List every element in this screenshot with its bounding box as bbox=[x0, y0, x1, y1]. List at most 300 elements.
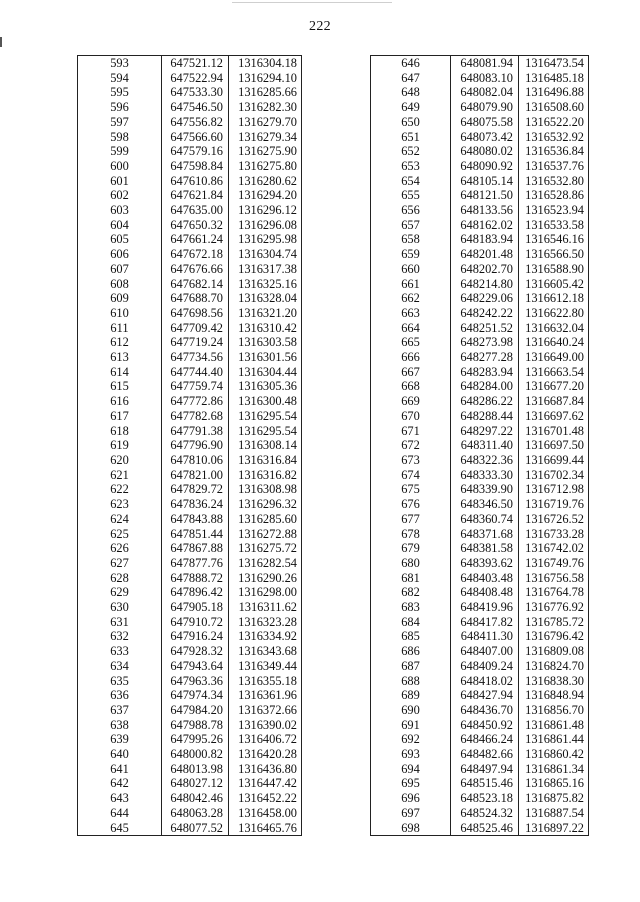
y-coordinate-cell: 1316447.42 bbox=[229, 776, 302, 791]
point-number-cell: 624 bbox=[78, 512, 162, 527]
point-number-cell: 594 bbox=[78, 71, 162, 86]
table-row bbox=[371, 482, 589, 497]
table-row bbox=[78, 159, 302, 174]
table-row bbox=[78, 115, 302, 130]
point-number-cell: 655 bbox=[371, 188, 451, 203]
table-row bbox=[78, 556, 302, 571]
y-coordinate-cell: 1316296.32 bbox=[229, 497, 302, 512]
y-coordinate-cell: 1316887.54 bbox=[519, 806, 589, 821]
point-number-cell: 644 bbox=[78, 806, 162, 821]
x-coordinate-cell: 647928.32 bbox=[162, 644, 229, 659]
table-row bbox=[371, 732, 589, 747]
point-number-cell: 598 bbox=[78, 130, 162, 145]
point-number-cell: 692 bbox=[371, 732, 451, 747]
x-coordinate-cell: 647759.74 bbox=[162, 379, 229, 394]
x-coordinate-cell: 648121.50 bbox=[451, 188, 519, 203]
point-number-cell: 658 bbox=[371, 232, 451, 247]
x-coordinate-cell: 647867.88 bbox=[162, 541, 229, 556]
y-coordinate-cell: 1316733.28 bbox=[519, 527, 589, 542]
y-coordinate-cell: 1316316.82 bbox=[229, 468, 302, 483]
x-coordinate-cell: 647988.78 bbox=[162, 718, 229, 733]
top-edge-rule bbox=[232, 2, 392, 3]
point-number-cell: 693 bbox=[371, 747, 451, 762]
y-coordinate-cell: 1316272.88 bbox=[229, 527, 302, 542]
x-coordinate-cell: 647566.60 bbox=[162, 130, 229, 145]
y-coordinate-cell: 1316897.22 bbox=[519, 821, 589, 836]
y-coordinate-cell: 1316546.16 bbox=[519, 232, 589, 247]
table-row bbox=[371, 644, 589, 659]
table-row bbox=[78, 468, 302, 483]
point-number-cell: 657 bbox=[371, 218, 451, 233]
y-coordinate-cell: 1316848.94 bbox=[519, 688, 589, 703]
point-number-cell: 640 bbox=[78, 747, 162, 762]
x-coordinate-cell: 647974.34 bbox=[162, 688, 229, 703]
x-coordinate-cell: 647734.56 bbox=[162, 350, 229, 365]
x-coordinate-cell: 648077.52 bbox=[162, 821, 229, 836]
point-number-cell: 698 bbox=[371, 821, 451, 836]
point-number-cell: 611 bbox=[78, 321, 162, 336]
table-row bbox=[78, 335, 302, 350]
point-number-cell: 605 bbox=[78, 232, 162, 247]
x-coordinate-cell: 647533.30 bbox=[162, 85, 229, 100]
table-row bbox=[78, 718, 302, 733]
point-number-cell: 688 bbox=[371, 674, 451, 689]
y-coordinate-cell: 1316523.94 bbox=[519, 203, 589, 218]
x-coordinate-cell: 647661.24 bbox=[162, 232, 229, 247]
point-number-cell: 646 bbox=[371, 56, 451, 71]
y-coordinate-cell: 1316824.70 bbox=[519, 659, 589, 674]
y-coordinate-cell: 1316465.76 bbox=[229, 821, 302, 836]
table-row bbox=[78, 703, 302, 718]
y-coordinate-cell: 1316294.20 bbox=[229, 188, 302, 203]
table-row bbox=[371, 56, 589, 71]
point-number-cell: 618 bbox=[78, 424, 162, 439]
point-number-cell: 638 bbox=[78, 718, 162, 733]
x-coordinate-cell: 648466.24 bbox=[451, 732, 519, 747]
point-number-cell: 694 bbox=[371, 762, 451, 777]
point-number-cell: 627 bbox=[78, 556, 162, 571]
y-coordinate-cell: 1316537.76 bbox=[519, 159, 589, 174]
y-coordinate-cell: 1316305.36 bbox=[229, 379, 302, 394]
y-coordinate-cell: 1316304.74 bbox=[229, 247, 302, 262]
y-coordinate-cell: 1316295.54 bbox=[229, 424, 302, 439]
y-coordinate-cell: 1316279.34 bbox=[229, 130, 302, 145]
y-coordinate-cell: 1316663.54 bbox=[519, 365, 589, 380]
y-coordinate-cell: 1316452.22 bbox=[229, 791, 302, 806]
table-row bbox=[371, 379, 589, 394]
x-coordinate-cell: 648450.92 bbox=[451, 718, 519, 733]
x-coordinate-cell: 648297.22 bbox=[451, 424, 519, 439]
y-coordinate-cell: 1316701.48 bbox=[519, 424, 589, 439]
x-coordinate-cell: 647709.42 bbox=[162, 321, 229, 336]
x-coordinate-cell: 647522.94 bbox=[162, 71, 229, 86]
point-number-cell: 596 bbox=[78, 100, 162, 115]
table-row bbox=[78, 247, 302, 262]
table-row bbox=[371, 424, 589, 439]
y-coordinate-cell: 1316726.52 bbox=[519, 512, 589, 527]
x-coordinate-cell: 648288.44 bbox=[451, 409, 519, 424]
point-number-cell: 616 bbox=[78, 394, 162, 409]
x-coordinate-cell: 648436.70 bbox=[451, 703, 519, 718]
y-coordinate-cell: 1316796.42 bbox=[519, 629, 589, 644]
x-coordinate-cell: 647621.84 bbox=[162, 188, 229, 203]
table-row bbox=[78, 350, 302, 365]
y-coordinate-cell: 1316532.92 bbox=[519, 130, 589, 145]
y-coordinate-cell: 1316279.70 bbox=[229, 115, 302, 130]
x-coordinate-cell: 648013.98 bbox=[162, 762, 229, 777]
x-coordinate-cell: 647610.86 bbox=[162, 174, 229, 189]
y-coordinate-cell: 1316343.68 bbox=[229, 644, 302, 659]
table-row bbox=[78, 321, 302, 336]
x-coordinate-cell: 647791.38 bbox=[162, 424, 229, 439]
point-number-cell: 626 bbox=[78, 541, 162, 556]
x-coordinate-cell: 648427.94 bbox=[451, 688, 519, 703]
table-row bbox=[78, 821, 302, 836]
x-coordinate-cell: 648407.00 bbox=[451, 644, 519, 659]
point-number-cell: 604 bbox=[78, 218, 162, 233]
point-number-cell: 668 bbox=[371, 379, 451, 394]
point-number-cell: 696 bbox=[371, 791, 451, 806]
coordinate-table-left bbox=[77, 55, 302, 836]
x-coordinate-cell: 648162.02 bbox=[451, 218, 519, 233]
x-coordinate-cell: 647719.24 bbox=[162, 335, 229, 350]
table-row bbox=[371, 762, 589, 777]
point-number-cell: 661 bbox=[371, 277, 451, 292]
y-coordinate-cell: 1316677.20 bbox=[519, 379, 589, 394]
table-row bbox=[78, 56, 302, 71]
x-coordinate-cell: 647521.12 bbox=[162, 56, 229, 71]
point-number-cell: 685 bbox=[371, 629, 451, 644]
y-coordinate-cell: 1316742.02 bbox=[519, 541, 589, 556]
table-row bbox=[78, 747, 302, 762]
y-coordinate-cell: 1316856.70 bbox=[519, 703, 589, 718]
table-row bbox=[371, 674, 589, 689]
y-coordinate-cell: 1316328.04 bbox=[229, 291, 302, 306]
y-coordinate-cell: 1316390.02 bbox=[229, 718, 302, 733]
point-number-cell: 623 bbox=[78, 497, 162, 512]
table-row bbox=[371, 806, 589, 821]
y-coordinate-cell: 1316632.04 bbox=[519, 321, 589, 336]
table-row bbox=[371, 659, 589, 674]
x-coordinate-cell: 648202.70 bbox=[451, 262, 519, 277]
y-coordinate-cell: 1316355.18 bbox=[229, 674, 302, 689]
table-row bbox=[371, 527, 589, 542]
point-number-cell: 621 bbox=[78, 468, 162, 483]
point-number-cell: 602 bbox=[78, 188, 162, 203]
table-row bbox=[78, 527, 302, 542]
y-coordinate-cell: 1316756.58 bbox=[519, 571, 589, 586]
y-coordinate-cell: 1316334.92 bbox=[229, 629, 302, 644]
y-coordinate-cell: 1316304.18 bbox=[229, 56, 302, 71]
table-row bbox=[371, 821, 589, 836]
y-coordinate-cell: 1316640.24 bbox=[519, 335, 589, 350]
coordinate-table-left-body bbox=[78, 56, 302, 836]
x-coordinate-cell: 647782.68 bbox=[162, 409, 229, 424]
point-number-cell: 695 bbox=[371, 776, 451, 791]
point-number-cell: 617 bbox=[78, 409, 162, 424]
y-coordinate-cell: 1316649.00 bbox=[519, 350, 589, 365]
x-coordinate-cell: 648381.58 bbox=[451, 541, 519, 556]
x-coordinate-cell: 648081.94 bbox=[451, 56, 519, 71]
point-number-cell: 686 bbox=[371, 644, 451, 659]
x-coordinate-cell: 648482.66 bbox=[451, 747, 519, 762]
table-row bbox=[371, 203, 589, 218]
y-coordinate-cell: 1316764.78 bbox=[519, 585, 589, 600]
y-coordinate-cell: 1316749.76 bbox=[519, 556, 589, 571]
table-row bbox=[78, 497, 302, 512]
x-coordinate-cell: 648063.28 bbox=[162, 806, 229, 821]
y-coordinate-cell: 1316406.72 bbox=[229, 732, 302, 747]
table-row bbox=[78, 100, 302, 115]
table-row bbox=[78, 85, 302, 100]
x-coordinate-cell: 648418.02 bbox=[451, 674, 519, 689]
x-coordinate-cell: 647579.16 bbox=[162, 144, 229, 159]
y-coordinate-cell: 1316436.80 bbox=[229, 762, 302, 777]
point-number-cell: 654 bbox=[371, 174, 451, 189]
point-number-cell: 615 bbox=[78, 379, 162, 394]
y-coordinate-cell: 1316697.50 bbox=[519, 438, 589, 453]
x-coordinate-cell: 647843.88 bbox=[162, 512, 229, 527]
x-coordinate-cell: 647676.66 bbox=[162, 262, 229, 277]
y-coordinate-cell: 1316285.66 bbox=[229, 85, 302, 100]
margin-mark bbox=[0, 37, 2, 47]
point-number-cell: 680 bbox=[371, 556, 451, 571]
y-coordinate-cell: 1316275.72 bbox=[229, 541, 302, 556]
point-number-cell: 651 bbox=[371, 130, 451, 145]
x-coordinate-cell: 647888.72 bbox=[162, 571, 229, 586]
y-coordinate-cell: 1316865.16 bbox=[519, 776, 589, 791]
point-number-cell: 669 bbox=[371, 394, 451, 409]
point-number-cell: 690 bbox=[371, 703, 451, 718]
table-row bbox=[78, 732, 302, 747]
table-row bbox=[371, 541, 589, 556]
x-coordinate-cell: 648322.36 bbox=[451, 453, 519, 468]
point-number-cell: 676 bbox=[371, 497, 451, 512]
y-coordinate-cell: 1316522.20 bbox=[519, 115, 589, 130]
x-coordinate-cell: 647829.72 bbox=[162, 482, 229, 497]
table-row bbox=[78, 188, 302, 203]
table-row bbox=[78, 453, 302, 468]
x-coordinate-cell: 647772.86 bbox=[162, 394, 229, 409]
point-number-cell: 682 bbox=[371, 585, 451, 600]
x-coordinate-cell: 648273.98 bbox=[451, 335, 519, 350]
x-coordinate-cell: 648339.90 bbox=[451, 482, 519, 497]
table-row bbox=[371, 100, 589, 115]
table-row bbox=[78, 585, 302, 600]
table-row bbox=[78, 791, 302, 806]
point-number-cell: 641 bbox=[78, 762, 162, 777]
point-number-cell: 607 bbox=[78, 262, 162, 277]
table-row bbox=[371, 556, 589, 571]
table-row bbox=[371, 512, 589, 527]
point-number-cell: 671 bbox=[371, 424, 451, 439]
table-row bbox=[78, 130, 302, 145]
x-coordinate-cell: 648082.04 bbox=[451, 85, 519, 100]
x-coordinate-cell: 647877.76 bbox=[162, 556, 229, 571]
point-number-cell: 666 bbox=[371, 350, 451, 365]
table-row bbox=[78, 438, 302, 453]
x-coordinate-cell: 647910.72 bbox=[162, 615, 229, 630]
table-row bbox=[371, 365, 589, 380]
x-coordinate-cell: 648403.48 bbox=[451, 571, 519, 586]
y-coordinate-cell: 1316420.28 bbox=[229, 747, 302, 762]
y-coordinate-cell: 1316588.90 bbox=[519, 262, 589, 277]
y-coordinate-cell: 1316300.48 bbox=[229, 394, 302, 409]
point-number-cell: 620 bbox=[78, 453, 162, 468]
y-coordinate-cell: 1316275.90 bbox=[229, 144, 302, 159]
y-coordinate-cell: 1316702.34 bbox=[519, 468, 589, 483]
point-number-cell: 642 bbox=[78, 776, 162, 791]
y-coordinate-cell: 1316303.58 bbox=[229, 335, 302, 350]
x-coordinate-cell: 648075.58 bbox=[451, 115, 519, 130]
y-coordinate-cell: 1316687.84 bbox=[519, 394, 589, 409]
point-number-cell: 664 bbox=[371, 321, 451, 336]
point-number-cell: 600 bbox=[78, 159, 162, 174]
point-number-cell: 678 bbox=[371, 527, 451, 542]
table-row bbox=[78, 776, 302, 791]
point-number-cell: 665 bbox=[371, 335, 451, 350]
x-coordinate-cell: 648417.82 bbox=[451, 615, 519, 630]
point-number-cell: 687 bbox=[371, 659, 451, 674]
point-number-cell: 675 bbox=[371, 482, 451, 497]
point-number-cell: 684 bbox=[371, 615, 451, 630]
table-row bbox=[371, 115, 589, 130]
x-coordinate-cell: 648286.22 bbox=[451, 394, 519, 409]
x-coordinate-cell: 647556.82 bbox=[162, 115, 229, 130]
y-coordinate-cell: 1316473.54 bbox=[519, 56, 589, 71]
y-coordinate-cell: 1316536.84 bbox=[519, 144, 589, 159]
x-coordinate-cell: 648000.82 bbox=[162, 747, 229, 762]
table-row bbox=[371, 585, 589, 600]
y-coordinate-cell: 1316809.08 bbox=[519, 644, 589, 659]
y-coordinate-cell: 1316838.30 bbox=[519, 674, 589, 689]
x-coordinate-cell: 647744.40 bbox=[162, 365, 229, 380]
y-coordinate-cell: 1316496.88 bbox=[519, 85, 589, 100]
y-coordinate-cell: 1316282.30 bbox=[229, 100, 302, 115]
x-coordinate-cell: 647851.44 bbox=[162, 527, 229, 542]
point-number-cell: 650 bbox=[371, 115, 451, 130]
x-coordinate-cell: 648419.96 bbox=[451, 600, 519, 615]
x-coordinate-cell: 648183.94 bbox=[451, 232, 519, 247]
table-row bbox=[371, 468, 589, 483]
x-coordinate-cell: 648497.94 bbox=[451, 762, 519, 777]
x-coordinate-cell: 647796.90 bbox=[162, 438, 229, 453]
point-number-cell: 673 bbox=[371, 453, 451, 468]
y-coordinate-cell: 1316860.42 bbox=[519, 747, 589, 762]
y-coordinate-cell: 1316712.98 bbox=[519, 482, 589, 497]
point-number-cell: 663 bbox=[371, 306, 451, 321]
point-number-cell: 677 bbox=[371, 512, 451, 527]
y-coordinate-cell: 1316528.86 bbox=[519, 188, 589, 203]
x-coordinate-cell: 648284.00 bbox=[451, 379, 519, 394]
y-coordinate-cell: 1316622.80 bbox=[519, 306, 589, 321]
y-coordinate-cell: 1316349.44 bbox=[229, 659, 302, 674]
point-number-cell: 635 bbox=[78, 674, 162, 689]
table-row bbox=[78, 71, 302, 86]
x-coordinate-cell: 647698.56 bbox=[162, 306, 229, 321]
y-coordinate-cell: 1316280.62 bbox=[229, 174, 302, 189]
point-number-cell: 632 bbox=[78, 629, 162, 644]
x-coordinate-cell: 647546.50 bbox=[162, 100, 229, 115]
table-row bbox=[371, 600, 589, 615]
x-coordinate-cell: 648242.22 bbox=[451, 306, 519, 321]
y-coordinate-cell: 1316875.82 bbox=[519, 791, 589, 806]
table-row bbox=[371, 688, 589, 703]
table-row bbox=[78, 629, 302, 644]
x-coordinate-cell: 647682.14 bbox=[162, 277, 229, 292]
table-row bbox=[78, 541, 302, 556]
y-coordinate-cell: 1316612.18 bbox=[519, 291, 589, 306]
y-coordinate-cell: 1316458.00 bbox=[229, 806, 302, 821]
point-number-cell: 639 bbox=[78, 732, 162, 747]
point-number-cell: 601 bbox=[78, 174, 162, 189]
x-coordinate-cell: 648027.12 bbox=[162, 776, 229, 791]
point-number-cell: 667 bbox=[371, 365, 451, 380]
point-number-cell: 630 bbox=[78, 600, 162, 615]
x-coordinate-cell: 647635.00 bbox=[162, 203, 229, 218]
table-row bbox=[371, 218, 589, 233]
y-coordinate-cell: 1316290.26 bbox=[229, 571, 302, 586]
table-row bbox=[78, 218, 302, 233]
y-coordinate-cell: 1316861.44 bbox=[519, 732, 589, 747]
x-coordinate-cell: 648411.30 bbox=[451, 629, 519, 644]
y-coordinate-cell: 1316295.54 bbox=[229, 409, 302, 424]
point-number-cell: 691 bbox=[371, 718, 451, 733]
y-coordinate-cell: 1316282.54 bbox=[229, 556, 302, 571]
y-coordinate-cell: 1316719.76 bbox=[519, 497, 589, 512]
y-coordinate-cell: 1316697.62 bbox=[519, 409, 589, 424]
table-row bbox=[78, 144, 302, 159]
point-number-cell: 636 bbox=[78, 688, 162, 703]
y-coordinate-cell: 1316298.00 bbox=[229, 585, 302, 600]
table-row bbox=[78, 174, 302, 189]
table-row bbox=[371, 247, 589, 262]
point-number-cell: 595 bbox=[78, 85, 162, 100]
table-row bbox=[78, 644, 302, 659]
x-coordinate-cell: 648079.90 bbox=[451, 100, 519, 115]
y-coordinate-cell: 1316566.50 bbox=[519, 247, 589, 262]
table-row bbox=[371, 747, 589, 762]
x-coordinate-cell: 648201.48 bbox=[451, 247, 519, 262]
y-coordinate-cell: 1316605.42 bbox=[519, 277, 589, 292]
y-coordinate-cell: 1316304.44 bbox=[229, 365, 302, 380]
x-coordinate-cell: 647905.18 bbox=[162, 600, 229, 615]
table-row bbox=[78, 762, 302, 777]
point-number-cell: 697 bbox=[371, 806, 451, 821]
table-row bbox=[78, 674, 302, 689]
x-coordinate-cell: 647598.84 bbox=[162, 159, 229, 174]
x-coordinate-cell: 648073.42 bbox=[451, 130, 519, 145]
point-number-cell: 614 bbox=[78, 365, 162, 380]
table-row bbox=[371, 394, 589, 409]
point-number-cell: 679 bbox=[371, 541, 451, 556]
y-coordinate-cell: 1316776.92 bbox=[519, 600, 589, 615]
point-number-cell: 681 bbox=[371, 571, 451, 586]
y-coordinate-cell: 1316372.66 bbox=[229, 703, 302, 718]
table-row bbox=[371, 571, 589, 586]
table-row bbox=[371, 718, 589, 733]
point-number-cell: 674 bbox=[371, 468, 451, 483]
table-row bbox=[371, 188, 589, 203]
x-coordinate-cell: 648311.40 bbox=[451, 438, 519, 453]
table-row bbox=[371, 232, 589, 247]
y-coordinate-cell: 1316321.20 bbox=[229, 306, 302, 321]
y-coordinate-cell: 1316301.56 bbox=[229, 350, 302, 365]
y-coordinate-cell: 1316785.72 bbox=[519, 615, 589, 630]
y-coordinate-cell: 1316861.48 bbox=[519, 718, 589, 733]
table-row bbox=[371, 291, 589, 306]
y-coordinate-cell: 1316294.10 bbox=[229, 71, 302, 86]
